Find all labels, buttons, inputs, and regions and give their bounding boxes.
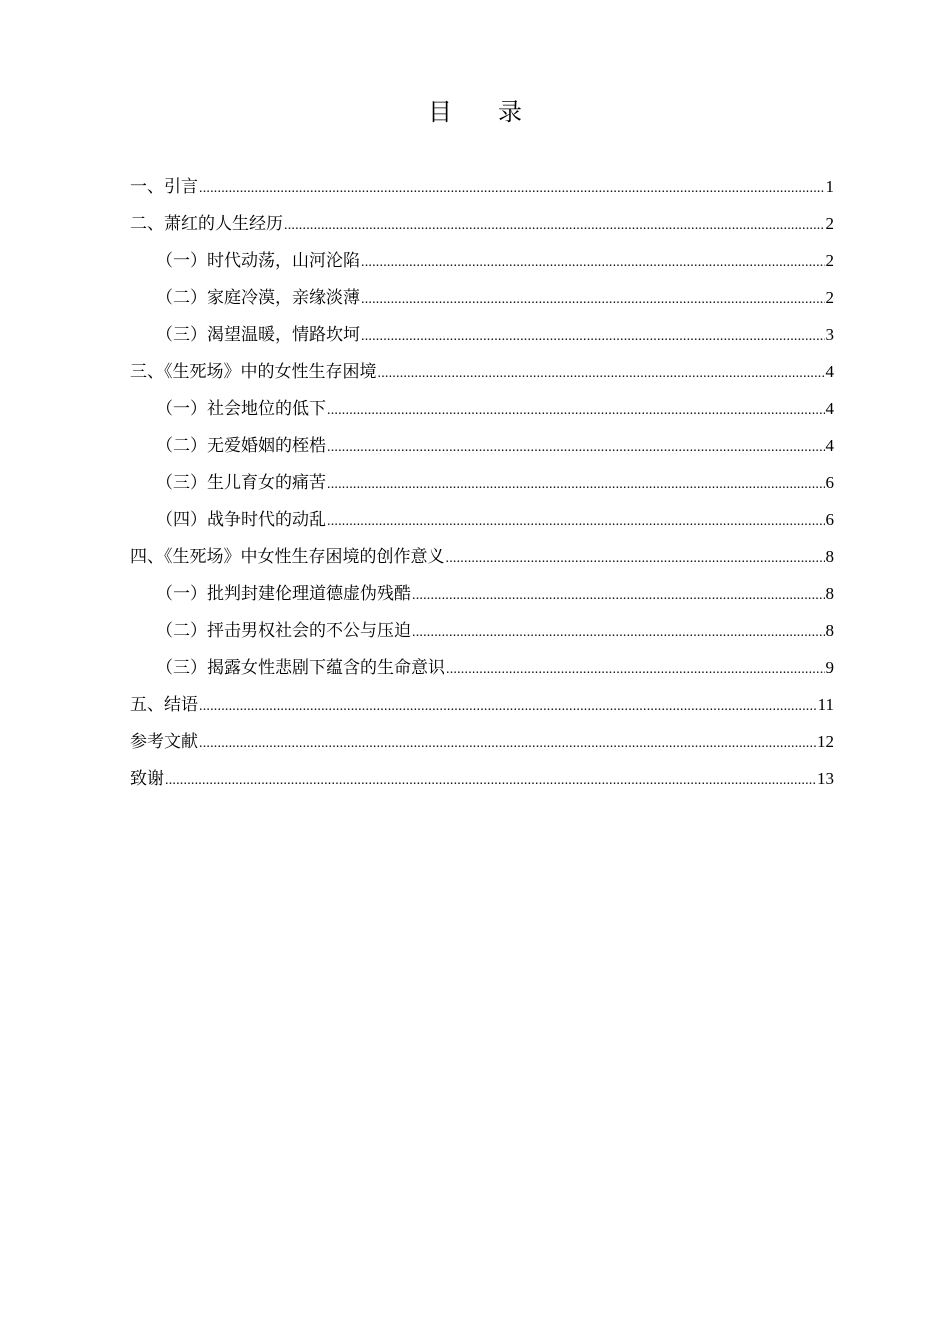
toc-entry[interactable]: [130, 501, 834, 538]
toc-entry-page: 2: [825, 251, 834, 270]
toc-entry[interactable]: [130, 464, 834, 501]
toc-entry-page: 8: [825, 621, 834, 640]
toc-dot-leader: [361, 244, 825, 281]
toc-entry-page: 13: [817, 769, 834, 788]
toc-entry[interactable]: [130, 612, 834, 649]
toc-dot-leader: [165, 762, 816, 799]
toc-dot-leader: [199, 170, 825, 207]
toc-entry[interactable]: [130, 723, 834, 760]
toc-entry-page: 4: [825, 399, 834, 418]
toc-entry-label: （二）抨击男权社会的不公与压迫: [156, 621, 411, 641]
toc-entry[interactable]: [130, 242, 834, 279]
toc-entry-page: 9: [825, 658, 834, 677]
toc-list: [130, 168, 834, 797]
toc-entry-page: 6: [825, 473, 834, 492]
toc-entry[interactable]: [130, 168, 834, 205]
toc-entry[interactable]: [130, 279, 834, 316]
toc-entry[interactable]: [130, 427, 834, 464]
toc-dot-leader: [199, 725, 816, 762]
toc-entry-label: （四）战争时代的动乱: [156, 510, 326, 530]
toc-dot-leader: [199, 688, 817, 725]
toc-entry-page: 6: [825, 510, 834, 529]
toc-entry-page: 3: [825, 325, 834, 344]
toc-entry-page: 11: [817, 695, 834, 714]
toc-dot-leader: [284, 207, 825, 244]
toc-entry-label: （二）家庭冷漠，亲缘淡薄: [156, 288, 360, 308]
toc-entry-label: （一）社会地位的低下: [156, 399, 326, 419]
toc-dot-leader: [412, 577, 825, 614]
toc-entry-label: （二）无爱婚姻的桎梏: [156, 436, 326, 456]
toc-entry-label: 二、萧红的人生经历: [130, 214, 283, 234]
toc-entry-label: （一）时代动荡，山河沦陷: [156, 251, 360, 271]
toc-entry[interactable]: [130, 316, 834, 353]
toc-entry-label: 一、引言: [130, 177, 198, 197]
toc-dot-leader: [378, 355, 825, 392]
toc-entry[interactable]: [130, 760, 834, 797]
toc-entry-label: （三）渴望温暖，情路坎坷: [156, 325, 360, 345]
toc-dot-leader: [412, 614, 825, 651]
toc-dot-leader: [361, 281, 825, 318]
toc-entry-label: 三、《生死场》中的女性生存困境: [130, 362, 377, 382]
toc-entry-page: 8: [825, 584, 834, 603]
toc-dot-leader: [327, 392, 825, 429]
toc-dot-leader: [361, 318, 825, 355]
toc-title: 目录: [428, 98, 568, 126]
toc-entry[interactable]: [130, 205, 834, 242]
toc-entry[interactable]: [130, 686, 834, 723]
toc-entry-label: （三）生儿育女的痛苦: [156, 473, 326, 493]
toc-entry-page: 1: [825, 177, 834, 196]
toc-entry-label: 五、结语: [130, 695, 198, 715]
toc-entry[interactable]: [130, 649, 834, 686]
toc-entry-label: 致谢: [130, 769, 164, 789]
toc-entry-label: （一）批判封建伦理道德虚伪残酷: [156, 584, 411, 604]
toc-entry-label: 参考文献: [130, 732, 198, 752]
toc-entry-page: 2: [825, 288, 834, 307]
toc-entry-page: 12: [817, 732, 834, 751]
toc-dot-leader: [446, 651, 825, 688]
toc-entry-page: 2: [825, 214, 834, 233]
toc-entry-label: 四、《生死场》中女性生存困境的创作意义: [130, 547, 445, 567]
toc-dot-leader: [446, 540, 825, 577]
toc-entry-page: 4: [825, 362, 834, 381]
toc-entry[interactable]: [130, 390, 834, 427]
toc-entry-page: 8: [825, 547, 834, 566]
toc-entry-label: （三）揭露女性悲剧下蕴含的生命意识: [156, 658, 445, 678]
toc-entry[interactable]: [130, 353, 834, 390]
toc-entry-page: 4: [825, 436, 834, 455]
toc-dot-leader: [327, 503, 825, 540]
toc-entry[interactable]: [130, 575, 834, 612]
toc-dot-leader: [327, 466, 825, 503]
toc-dot-leader: [327, 429, 825, 466]
toc-entry[interactable]: [130, 538, 834, 575]
